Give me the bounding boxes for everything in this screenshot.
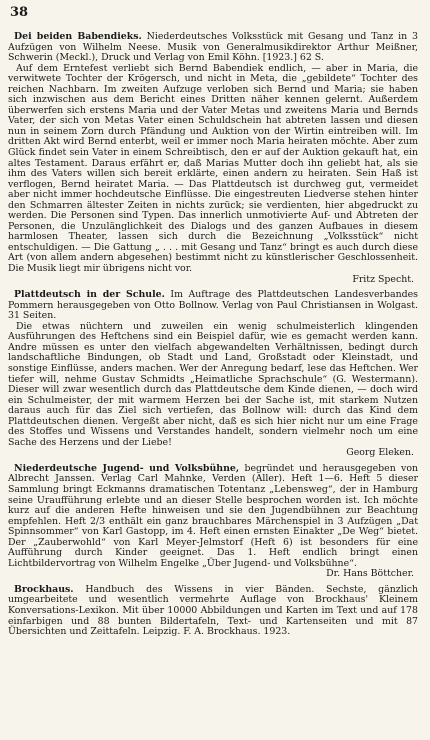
- review-jugend-volksbuehne: [8, 464, 418, 580]
- review-bibliography: Niederdeutsches Volksstück mit Gesang und Tanz in 3 Aufzügen von Wilhelm Neese. Musik von Generalmusikdirektor Arthur Meißner, Schwerin (Meckl.), Druck und Verlag von Emil Köhn. [1923.] 62 S.: [8, 31, 418, 64]
- review-lead: [8, 585, 418, 638]
- review-lead: [8, 464, 418, 569]
- review-lead: [8, 32, 418, 64]
- page-number: 38: [10, 5, 29, 20]
- review-title: Niederdeutsche Jugend- und Volksbühne,: [14, 462, 240, 474]
- review-lead: [8, 290, 418, 322]
- review-title: Dei beiden Babendieks.: [14, 31, 142, 42]
- review-babendieks: [8, 32, 418, 285]
- review-signature: Fritz Specht.: [352, 273, 414, 285]
- review-title: Brockhaus.: [14, 583, 74, 595]
- review-body: Die etwas nüchtern und zuweilen ein wenig schulmeisterlich klingenden Ausführungen des Heftchens sind ein Beispiel dafür, wie es gemacht werden kann. Andre müssen es unter den vielfach abgewandelten Verhältnissen, bedingt durch landschaftliche Bindungen, ob Stadt und Land, Großstadt oder Kleinstadt, und sonstige Einflüsse, anders machen. Wer der Anregung bedarf, lese das Heftchen. Wer tiefer will, nehme Gustav Schmidts „Heimatliche Sprachschule“ (G. Westermann). Dieser will zwar wesentlich durch das Plattdeutsche dem Kinde dienen, — doch wird ein Schulmeister, der mit warmem Herzen bei der Sache ist, mit starkem Nutzen daraus auch für das Ziel sich vertiefen, das Bollnow will: durch das Kind dem Plattdeutschen dienen. Vergeßt aber nicht, daß es sich hier nicht nur um eine Frage des Stoffes und Wissens und Verstandes handelt, sondern vielmehr noch um eine Sache des Herzens und der Liebe!: [8, 320, 418, 448]
- review-bibliography: Im Auftrage des Plattdeutschen Landesverbandes Pommern herausgegeben von Otto Bollnow. Verlag von Paul Christiansen in Wolgast. 31 Seiten.: [8, 289, 418, 322]
- review-body: begründet und herausgegeben von Albrecht Janssen. Verlag Carl Mahnke, Verden (Aller). Heft 1—6. Heft 5 dieser Sammlung bringt Eckmanns dramatischen Totentanz „Lebensweg“, der in Hamburg seine Uraufführung erlebte und an dieser Stelle besprochen worden ist. Ich möchte kurz auf die anderen Hefte hinweisen und sie den Jugendbühnen zur Beachtung empfehlen. Heft 2/3 enthält ein ganz brauchbares Märchenspiel in 3 Aufzügen „Dat Spinnsommer“ von Karl Gastopp, im 4. Heft einen ernsten Einakter „De Weg“ bietet. Der „Zauberwohld“ von Karl Meyer-Jelmstorf (Heft 6) ist besonders für eine Aufführung durch Kinder geeignet. Das 1. Heft endlich bringt einen Lichtbildervortrag von Wilhelm Engelke „Über Jugend- und Volksbühne“.: [8, 462, 419, 569]
- review-plattdeutsch-schule: [8, 290, 418, 459]
- review-signature: Dr. Hans Böttcher.: [326, 568, 414, 580]
- review-title: Plattdeutsch in der Schule.: [14, 289, 165, 301]
- review-body: Auf dem Erntefest verliebt sich Bernd Babendiek endlich, — aber in Maria, die verwitwete Tochter der Krögersch, und nicht in Meta, die „gebildete“ Tochter des reichen Nachbarn. Im zweiten Aufzuge verloben sich Bernd und Maria; sie haben sich inzwischen aus dem Bericht eines Dritten näher kennen gelernt. Außerdem überwerfen sich erstens Maria und der Vater Metas und zweitens Maria und Bernds Vater, der sich von Metas Vater einen Schuldschein hat abtreten lassen und diesen nun in seinem Zorn durch Pfändung und Auktion von der Wirtin eintreiben will. Im dritten Akt wird Bernd enterbt, weil er immer noch Maria heiraten möchte. Aber zum Glück findet sein Vater in einem Schreibtisch, den er auf der Auktion gekauft hat, ein altes Testament. Daraus erfährt er, daß Marias Mutter doch ihn geliebt hat, als sie ihm des Vaters willen sich bereit erklärte, einen andern zu heiraten. Sein Haß ist verflogen, Bernd heiratet Maria. — Das Plattdeutsch ist durchweg gut, vermeidet aber nicht immer hochdeutsche Einflüsse. Die eingestreuten Liedverse stehen hinter den Schmarren ältester Zeiten in nichts zurück; sie verdienten, hier abgedruckt zu werden. Die Personen sind Typen. Das innerlich unmotivierte Auf- und Abtreten der Personen, die Unzulänglichkeit des Dialogs und des ganzen Aufbaues in diesem harmlosen Theater, lassen sich durch die Bezeichnung „Volksstück“ nicht entschuldigen. — Die Gattung „ . . . mit Gesang und Tanz“ bringt es auch durch diese Art (von allem andern abgesehen) bestimmt nicht zu künstlerischer Geschlossenheit. Die Musik liegt mir übrigens nicht vor.: [8, 62, 418, 275]
- review-signature: Georg Eleken.: [346, 447, 414, 459]
- review-body: Handbuch des Wissens in vier Bänden. Sechste, gänzlich umgearbeitete und wesentlich vermehrte Auflage von Brockhaus' Kleinem Konversations-Lexikon. Mit über 10000 Abbildungen und Karten im Text und auf 178 einfarbigen und 88 bunten Bildertafeln, Text- und Kartenseiten und mit 87 Übersichten und Zeittafeln. Leipzig. F. A. Brockhaus. 1923.: [8, 583, 418, 638]
- review-brockhaus: [8, 585, 418, 638]
